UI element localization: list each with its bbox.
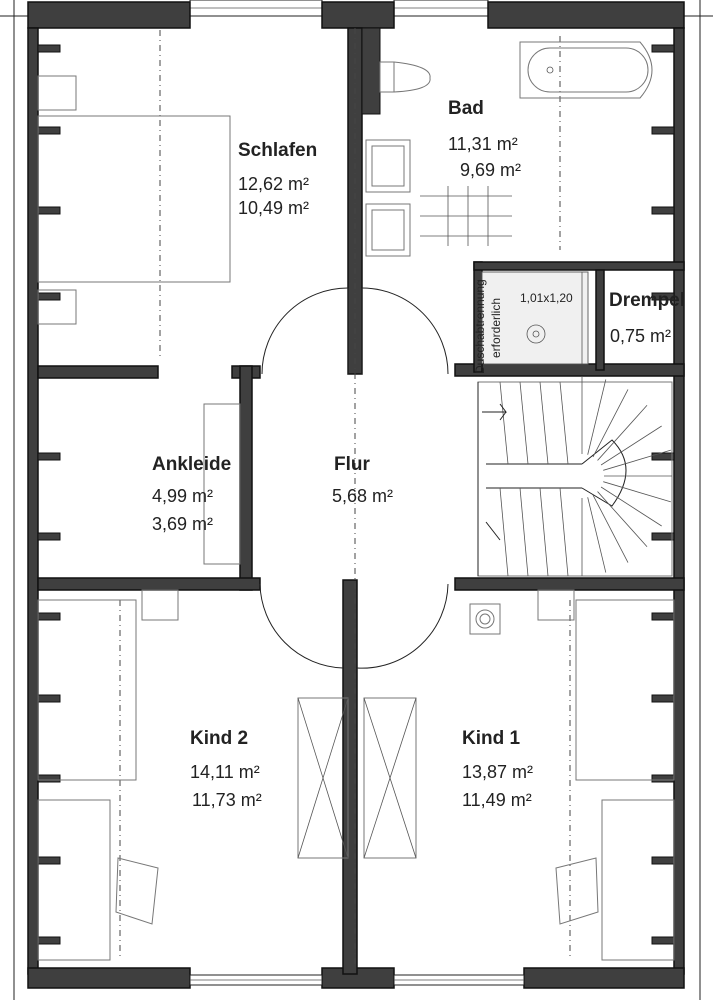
schlafen-area-net: 10,49 m² — [238, 198, 310, 218]
kind2-name: Kind 2 — [190, 728, 249, 749]
stair-tread — [500, 382, 508, 464]
rafter-mark — [652, 533, 674, 540]
flur-area: 5,68 m² — [332, 486, 394, 506]
chimney — [470, 604, 500, 634]
rafter-mark — [652, 695, 674, 702]
toilet — [380, 62, 430, 92]
bad-area-gross: 11,31 m² — [448, 134, 518, 154]
shower-grid — [420, 186, 512, 246]
flur-name: Flur — [334, 454, 370, 475]
bad-name: Bad — [448, 98, 484, 119]
stair-tread — [593, 389, 628, 457]
schlafen-name: Schlafen — [238, 140, 318, 161]
stair-tread — [601, 487, 662, 526]
stair-tread — [560, 488, 568, 576]
rafter-mark — [38, 937, 60, 944]
rafter-mark — [38, 613, 60, 620]
rafter-mark — [38, 127, 60, 134]
stair-tread — [500, 488, 508, 576]
label-schlafen — [238, 140, 317, 218]
bad-area-net: 9,69 m² — [460, 160, 522, 180]
rafter-mark — [38, 775, 60, 782]
shower-note-2: erforderlich — [489, 297, 503, 358]
drempel-area: 0,75 m² — [610, 326, 672, 346]
rafter-mark — [38, 695, 60, 702]
sinks — [366, 140, 410, 256]
bed-schlafen — [38, 76, 230, 324]
label-ankleide — [152, 454, 231, 534]
stair-tread — [588, 497, 606, 572]
drempel-name: Drempel — [609, 290, 686, 311]
rafter-mark — [38, 45, 60, 52]
label-kind1 — [462, 728, 533, 810]
label-kind2 — [190, 728, 262, 810]
ankleide-name: Ankleide — [152, 454, 232, 475]
stair-tread — [598, 492, 647, 547]
kind2-area-net: 11,73 m² — [192, 790, 262, 810]
rafter-mark — [38, 857, 60, 864]
rafter-mark — [38, 293, 60, 300]
stair-tread — [520, 382, 528, 464]
rafter-mark — [38, 453, 60, 460]
schlafen-area-gross: 12,62 m² — [238, 174, 310, 194]
ankleide-area-net: 3,69 m² — [152, 514, 214, 534]
rafter-mark — [652, 127, 674, 134]
kind2-area-gross: 14,11 m² — [190, 762, 260, 782]
rafter-mark — [652, 453, 674, 460]
stair-tread — [520, 488, 528, 576]
label-bad — [448, 98, 521, 180]
shower-size: 1,01x1,20 — [520, 291, 573, 305]
staircase — [478, 376, 672, 576]
rafter-mark — [652, 613, 674, 620]
kind1-area-gross: 13,87 m² — [462, 762, 534, 782]
label-flur — [332, 454, 393, 506]
shower-note-1: Duschabtrennung — [473, 279, 487, 374]
kind1-area-net: 11,49 m² — [462, 790, 532, 810]
rafter-mark — [38, 207, 60, 214]
stair-tread — [560, 382, 568, 464]
rafter-mark — [652, 45, 674, 52]
rafter-mark — [652, 207, 674, 214]
stair-tread — [540, 382, 548, 464]
rafter-mark — [38, 533, 60, 540]
stair-tread — [540, 488, 548, 576]
bathtub — [520, 42, 652, 98]
rafter-mark — [652, 775, 674, 782]
wardrobe — [204, 404, 240, 564]
rafter-mark — [652, 937, 674, 944]
rafter-mark — [652, 857, 674, 864]
kind1-name: Kind 1 — [462, 728, 521, 749]
stair-tread — [598, 405, 647, 460]
stair-tread — [588, 379, 606, 454]
stair-tread — [603, 482, 671, 502]
ankleide-area-gross: 4,99 m² — [152, 486, 214, 506]
